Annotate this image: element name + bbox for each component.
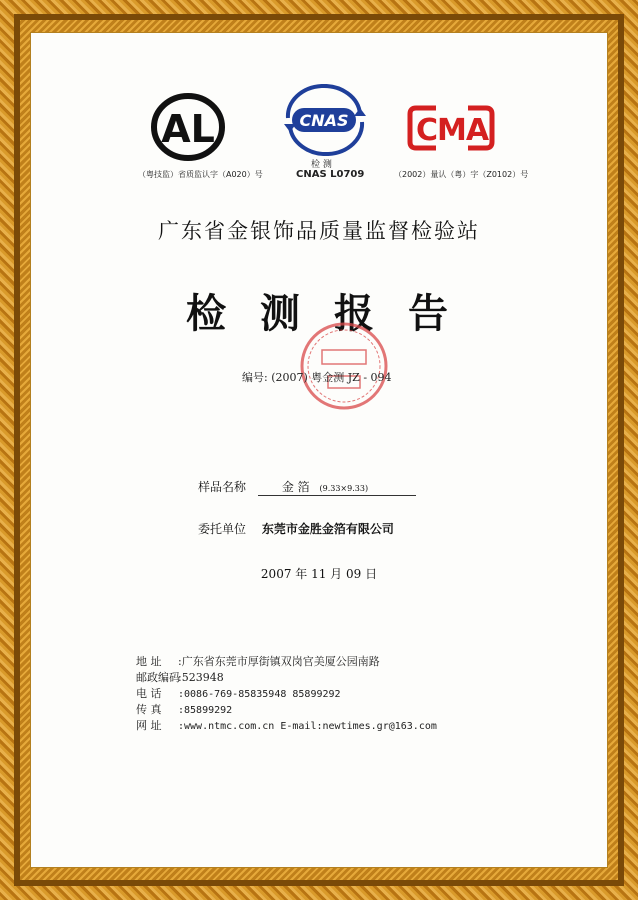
client-value: 东莞市金胜金箔有限公司 xyxy=(261,522,394,536)
report-date: 2007 年 11 月 09 日 xyxy=(260,567,378,581)
sample-value-line xyxy=(258,478,416,496)
client-row xyxy=(198,520,394,537)
sample-row xyxy=(198,478,416,496)
sample-value: 金 箔 xyxy=(281,480,310,494)
phone-line xyxy=(136,685,341,701)
fax-label: 传 真 xyxy=(136,703,162,716)
cma-logo xyxy=(406,102,498,154)
address-label: 地 址 xyxy=(136,655,162,668)
postcode-label: 邮政编码 xyxy=(136,671,180,684)
sample-label: 样品名称 xyxy=(198,480,247,494)
client-label: 委托单位 xyxy=(198,522,247,536)
cma-caption: （2002）量认（粤）字（Z0102）号 xyxy=(394,170,529,179)
sample-spec: (9.33×9.33) xyxy=(319,484,369,493)
document-title: 检测报告 xyxy=(186,290,482,337)
cnas-sub: 检 测 xyxy=(311,160,332,170)
cal-logo xyxy=(148,92,228,162)
fax-line xyxy=(136,701,232,717)
cma-text: CMA xyxy=(415,113,489,148)
certificate-paper xyxy=(30,32,608,868)
web-line xyxy=(136,717,437,733)
cnas-code: CNAS L0709 xyxy=(296,169,365,180)
svg-text:AL: AL xyxy=(161,107,215,151)
web-label: 网 址 xyxy=(136,719,162,732)
official-seal xyxy=(298,320,390,416)
phone-label: 电 话 xyxy=(136,687,162,700)
phone-value: :0086-769-85835948 85899292 xyxy=(178,689,341,700)
cnas-logo xyxy=(278,84,370,156)
fax-value: :85899292 xyxy=(178,705,233,716)
cal-caption: （粤技监）省质监认字（A020）号 xyxy=(138,170,263,179)
address-line xyxy=(136,653,380,669)
postcode-value: :523948 xyxy=(178,671,224,684)
organization-name: 广东省金银饰品质量监督检验站 xyxy=(158,219,480,243)
cnas-text: CNAS xyxy=(299,111,349,130)
postcode-line xyxy=(136,669,224,685)
web-value: :www.ntmc.com.cn E-mail:newtimes.gr@163.com xyxy=(178,721,437,732)
address-value: :广东省东莞市厚街镇双岗官美厦公园南路 xyxy=(178,655,380,668)
report-number: 编号: (2007) 粤金测 JZ - 094 xyxy=(242,371,392,384)
